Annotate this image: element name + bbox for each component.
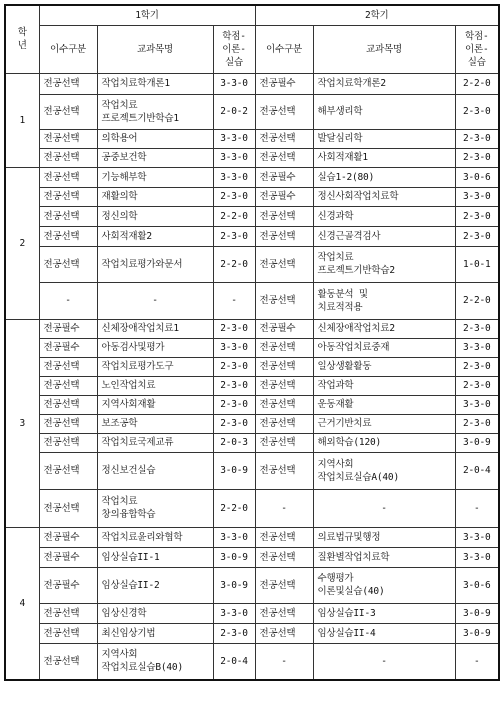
s1-type-cell: 전공선택: [39, 489, 97, 527]
s1-credit-cell: 3-3-0: [213, 129, 255, 148]
s2-type-cell: 전공선택: [255, 226, 313, 246]
s1-credit-cell: 3-3-0: [213, 338, 255, 357]
s2-type-cell: 전공선택: [255, 414, 313, 433]
s2-course-name-cell: 정신사회작업치료학: [313, 187, 455, 206]
s2-course-name-cell: 신체장애작업치료2: [313, 319, 455, 338]
s1-credit-cell: 2-0-4: [213, 643, 255, 680]
s1-type-cell: 전공선택: [39, 73, 97, 94]
s2-credit-cell: 1-0-1: [455, 246, 499, 282]
s2-credit-cell: 2-3-0: [455, 94, 499, 129]
s2-type-cell: 전공선택: [255, 527, 313, 547]
s1-credit-cell: 3-0-9: [213, 547, 255, 567]
s2-credit-cell: 2-2-0: [455, 282, 499, 319]
s2-course-name-cell: 수행평가 이론및실습(40): [313, 567, 455, 603]
s1-type-cell: 전공필수: [39, 527, 97, 547]
table-row: [5, 357, 499, 376]
s2-course-name-cell: 작업치료 프로젝트기반학습2: [313, 246, 455, 282]
table-row: [5, 376, 499, 395]
table-body: [5, 73, 499, 680]
s1-credit-cell: 2-3-0: [213, 187, 255, 206]
s1-credit-cell: 3-3-0: [213, 603, 255, 623]
s1-type-cell: 전공선택: [39, 246, 97, 282]
table-row: [5, 226, 499, 246]
s2-course-name-cell: -: [313, 489, 455, 527]
s1-credit-cell: 3-3-0: [213, 167, 255, 187]
s2-credit-cell: 2-3-0: [455, 357, 499, 376]
s1-type-cell: 전공필수: [39, 567, 97, 603]
s1-course-name-cell: 작업치료평가와문서: [97, 246, 213, 282]
s1-type-cell: 전공선택: [39, 129, 97, 148]
s1-course-name-cell: 보조공학: [97, 414, 213, 433]
table-row: [5, 338, 499, 357]
s1-credit-cell: 2-2-0: [213, 206, 255, 226]
table-row: [5, 187, 499, 206]
s2-course-name-cell: 해외학습(120): [313, 433, 455, 452]
s2-type-cell: -: [255, 489, 313, 527]
s2-course-name-cell: 신경근골격검사: [313, 226, 455, 246]
s2-credit-cell: 2-3-0: [455, 148, 499, 167]
s2-course-name-cell: 일상생활활동: [313, 357, 455, 376]
s2-type-cell: 전공선택: [255, 338, 313, 357]
s1-course-name-cell: 지역사회 작업치료실습B(40): [97, 643, 213, 680]
table-row: [5, 527, 499, 547]
table-row: [5, 414, 499, 433]
table-row: [5, 489, 499, 527]
s1-type-cell: 전공필수: [39, 338, 97, 357]
s1-course-name-cell: 최신임상기법: [97, 623, 213, 643]
s2-credit-cell: 3-0-9: [455, 433, 499, 452]
s2-type-cell: 전공선택: [255, 206, 313, 226]
s1-type-cell: 전공선택: [39, 643, 97, 680]
year-cell: 4: [5, 527, 39, 680]
s1-course-name-cell: 임상실습II-2: [97, 567, 213, 603]
sem1-name-header: 교과목명: [97, 25, 213, 73]
s2-course-name-cell: 의료법규및행정: [313, 527, 455, 547]
s1-course-name-cell: 지역사회재활: [97, 395, 213, 414]
s1-type-cell: 전공필수: [39, 319, 97, 338]
s1-credit-cell: 3-3-0: [213, 148, 255, 167]
s1-course-name-cell: 작업치료학개론1: [97, 73, 213, 94]
s2-type-cell: 전공선택: [255, 547, 313, 567]
s1-credit-cell: 2-3-0: [213, 226, 255, 246]
s2-credit-cell: 2-3-0: [455, 129, 499, 148]
year-header: 학 년: [5, 5, 39, 73]
s1-course-name-cell: 작업치료 창의융합학습: [97, 489, 213, 527]
s2-type-cell: 전공선택: [255, 129, 313, 148]
s1-course-name-cell: 아동검사및평가: [97, 338, 213, 357]
s1-course-name-cell: 임상신경학: [97, 603, 213, 623]
s1-type-cell: 전공선택: [39, 148, 97, 167]
s2-credit-cell: 3-0-9: [455, 603, 499, 623]
s2-course-name-cell: 해부생리학: [313, 94, 455, 129]
s1-type-cell: 전공선택: [39, 433, 97, 452]
s2-course-name-cell: 사회적재활1: [313, 148, 455, 167]
s2-credit-cell: 3-3-0: [455, 547, 499, 567]
s1-type-cell: 전공선택: [39, 603, 97, 623]
s1-credit-cell: 2-2-0: [213, 489, 255, 527]
s2-type-cell: 전공필수: [255, 187, 313, 206]
s1-course-name-cell: 임상실습II-1: [97, 547, 213, 567]
table-row: [5, 73, 499, 94]
s2-course-name-cell: 질환별작업치료학: [313, 547, 455, 567]
s1-course-name-cell: 기능해부학: [97, 167, 213, 187]
s2-credit-cell: 3-3-0: [455, 527, 499, 547]
s1-course-name-cell: 작업치료윤리와협학: [97, 527, 213, 547]
s2-type-cell: 전공필수: [255, 73, 313, 94]
year-cell: 3: [5, 319, 39, 527]
s1-credit-cell: 2-3-0: [213, 357, 255, 376]
s2-type-cell: 전공선택: [255, 623, 313, 643]
s2-course-name-cell: 활동분석 및 치료적적용: [313, 282, 455, 319]
s2-type-cell: 전공선택: [255, 148, 313, 167]
curriculum-table: [4, 4, 500, 681]
s2-course-name-cell: 임상실습II-4: [313, 623, 455, 643]
table-row: [5, 246, 499, 282]
s1-credit-cell: 2-3-0: [213, 376, 255, 395]
s1-credit-cell: 2-0-2: [213, 94, 255, 129]
s1-type-cell: 전공선택: [39, 94, 97, 129]
s2-credit-cell: 2-3-0: [455, 319, 499, 338]
s1-course-name-cell: 정신보건실습: [97, 452, 213, 489]
table-row: [5, 567, 499, 603]
semester2-header: 2학기: [255, 5, 499, 25]
table-row: [5, 643, 499, 680]
s1-type-cell: 전공선택: [39, 376, 97, 395]
s2-course-name-cell: 지역사회 작업치료실습A(40): [313, 452, 455, 489]
s2-type-cell: 전공선택: [255, 246, 313, 282]
s1-type-cell: 전공선택: [39, 226, 97, 246]
s1-credit-cell: 3-3-0: [213, 73, 255, 94]
s1-type-cell: 전공선택: [39, 623, 97, 643]
table-row: [5, 319, 499, 338]
s2-course-name-cell: 작업과학: [313, 376, 455, 395]
s1-type-cell: 전공선택: [39, 187, 97, 206]
s1-type-cell: 전공선택: [39, 414, 97, 433]
s2-type-cell: 전공선택: [255, 282, 313, 319]
s1-credit-cell: 2-0-3: [213, 433, 255, 452]
s1-course-name-cell: 작업치료평가도구: [97, 357, 213, 376]
table-row: [5, 433, 499, 452]
s2-course-name-cell: 실습1-2(80): [313, 167, 455, 187]
sem2-name-header: 교과목명: [313, 25, 455, 73]
table-header: [5, 5, 499, 73]
s2-credit-cell: 2-3-0: [455, 414, 499, 433]
table-row: [5, 206, 499, 226]
s2-credit-cell: 2-0-4: [455, 452, 499, 489]
s2-course-name-cell: 임상실습II-3: [313, 603, 455, 623]
s2-type-cell: 전공선택: [255, 603, 313, 623]
s2-type-cell: 전공선택: [255, 376, 313, 395]
s2-course-name-cell: 아동작업치료중재: [313, 338, 455, 357]
year-cell: 1: [5, 73, 39, 167]
table-row: [5, 282, 499, 319]
sem1-credit-header: 학점- 이론- 실습: [213, 25, 255, 73]
s1-course-name-cell: 정신의학: [97, 206, 213, 226]
s1-type-cell: 전공선택: [39, 206, 97, 226]
s2-type-cell: 전공필수: [255, 167, 313, 187]
s2-credit-cell: 3-0-6: [455, 567, 499, 603]
s2-credit-cell: 3-3-0: [455, 338, 499, 357]
sem2-credit-header: 학점- 이론- 실습: [455, 25, 499, 73]
s1-type-cell: 전공선택: [39, 167, 97, 187]
s1-course-name-cell: 노인작업치료: [97, 376, 213, 395]
s2-credit-cell: 2-3-0: [455, 226, 499, 246]
s1-credit-cell: 3-0-9: [213, 567, 255, 603]
semester1-header: 1학기: [39, 5, 255, 25]
s2-type-cell: 전공선택: [255, 357, 313, 376]
s1-course-name-cell: 작업치료국제교류: [97, 433, 213, 452]
s1-type-cell: -: [39, 282, 97, 319]
s1-type-cell: 전공필수: [39, 547, 97, 567]
table-row: [5, 129, 499, 148]
s2-credit-cell: 3-3-0: [455, 395, 499, 414]
table-row: [5, 452, 499, 489]
s2-type-cell: 전공선택: [255, 433, 313, 452]
s1-credit-cell: 3-0-9: [213, 452, 255, 489]
s2-type-cell: 전공선택: [255, 395, 313, 414]
table-row: [5, 94, 499, 129]
s2-credit-cell: 3-0-9: [455, 623, 499, 643]
s2-credit-cell: 2-3-0: [455, 206, 499, 226]
s1-course-name-cell: 재활의학: [97, 187, 213, 206]
s2-credit-cell: -: [455, 643, 499, 680]
s2-type-cell: 전공선택: [255, 567, 313, 603]
s1-credit-cell: 2-3-0: [213, 623, 255, 643]
s2-credit-cell: 2-2-0: [455, 73, 499, 94]
s2-type-cell: 전공선택: [255, 94, 313, 129]
s1-credit-cell: -: [213, 282, 255, 319]
s2-course-name-cell: 발달심리학: [313, 129, 455, 148]
s2-credit-cell: 3-3-0: [455, 187, 499, 206]
s2-course-name-cell: 근거기반치료: [313, 414, 455, 433]
sem1-type-header: 이수구분: [39, 25, 97, 73]
table-row: [5, 623, 499, 643]
s2-course-name-cell: 작업치료학개론2: [313, 73, 455, 94]
s1-type-cell: 전공선택: [39, 452, 97, 489]
s2-type-cell: -: [255, 643, 313, 680]
s1-credit-cell: 2-3-0: [213, 414, 255, 433]
year-cell: 2: [5, 167, 39, 319]
s1-course-name-cell: 의학용어: [97, 129, 213, 148]
s1-course-name-cell: 사회적재활2: [97, 226, 213, 246]
table-row: [5, 167, 499, 187]
s1-course-name-cell: 공중보건학: [97, 148, 213, 167]
table-row: [5, 148, 499, 167]
table-row: [5, 603, 499, 623]
s2-type-cell: 전공필수: [255, 319, 313, 338]
s2-credit-cell: 2-3-0: [455, 376, 499, 395]
s1-course-name-cell: 작업치료 프로젝트기반학습1: [97, 94, 213, 129]
sem2-type-header: 이수구분: [255, 25, 313, 73]
s1-type-cell: 전공선택: [39, 357, 97, 376]
s1-course-name-cell: -: [97, 282, 213, 319]
s1-credit-cell: 2-2-0: [213, 246, 255, 282]
table-row: [5, 547, 499, 567]
s2-course-name-cell: 운동재활: [313, 395, 455, 414]
s1-course-name-cell: 신체장애작업치료1: [97, 319, 213, 338]
table-row: [5, 395, 499, 414]
s2-credit-cell: -: [455, 489, 499, 527]
s2-course-name-cell: 신경과학: [313, 206, 455, 226]
s1-type-cell: 전공선택: [39, 395, 97, 414]
s1-credit-cell: 2-3-0: [213, 395, 255, 414]
s2-course-name-cell: -: [313, 643, 455, 680]
s1-credit-cell: 3-3-0: [213, 527, 255, 547]
s1-credit-cell: 2-3-0: [213, 319, 255, 338]
curriculum-table-wrapper: [4, 4, 500, 681]
s2-credit-cell: 3-0-6: [455, 167, 499, 187]
s2-type-cell: 전공선택: [255, 452, 313, 489]
